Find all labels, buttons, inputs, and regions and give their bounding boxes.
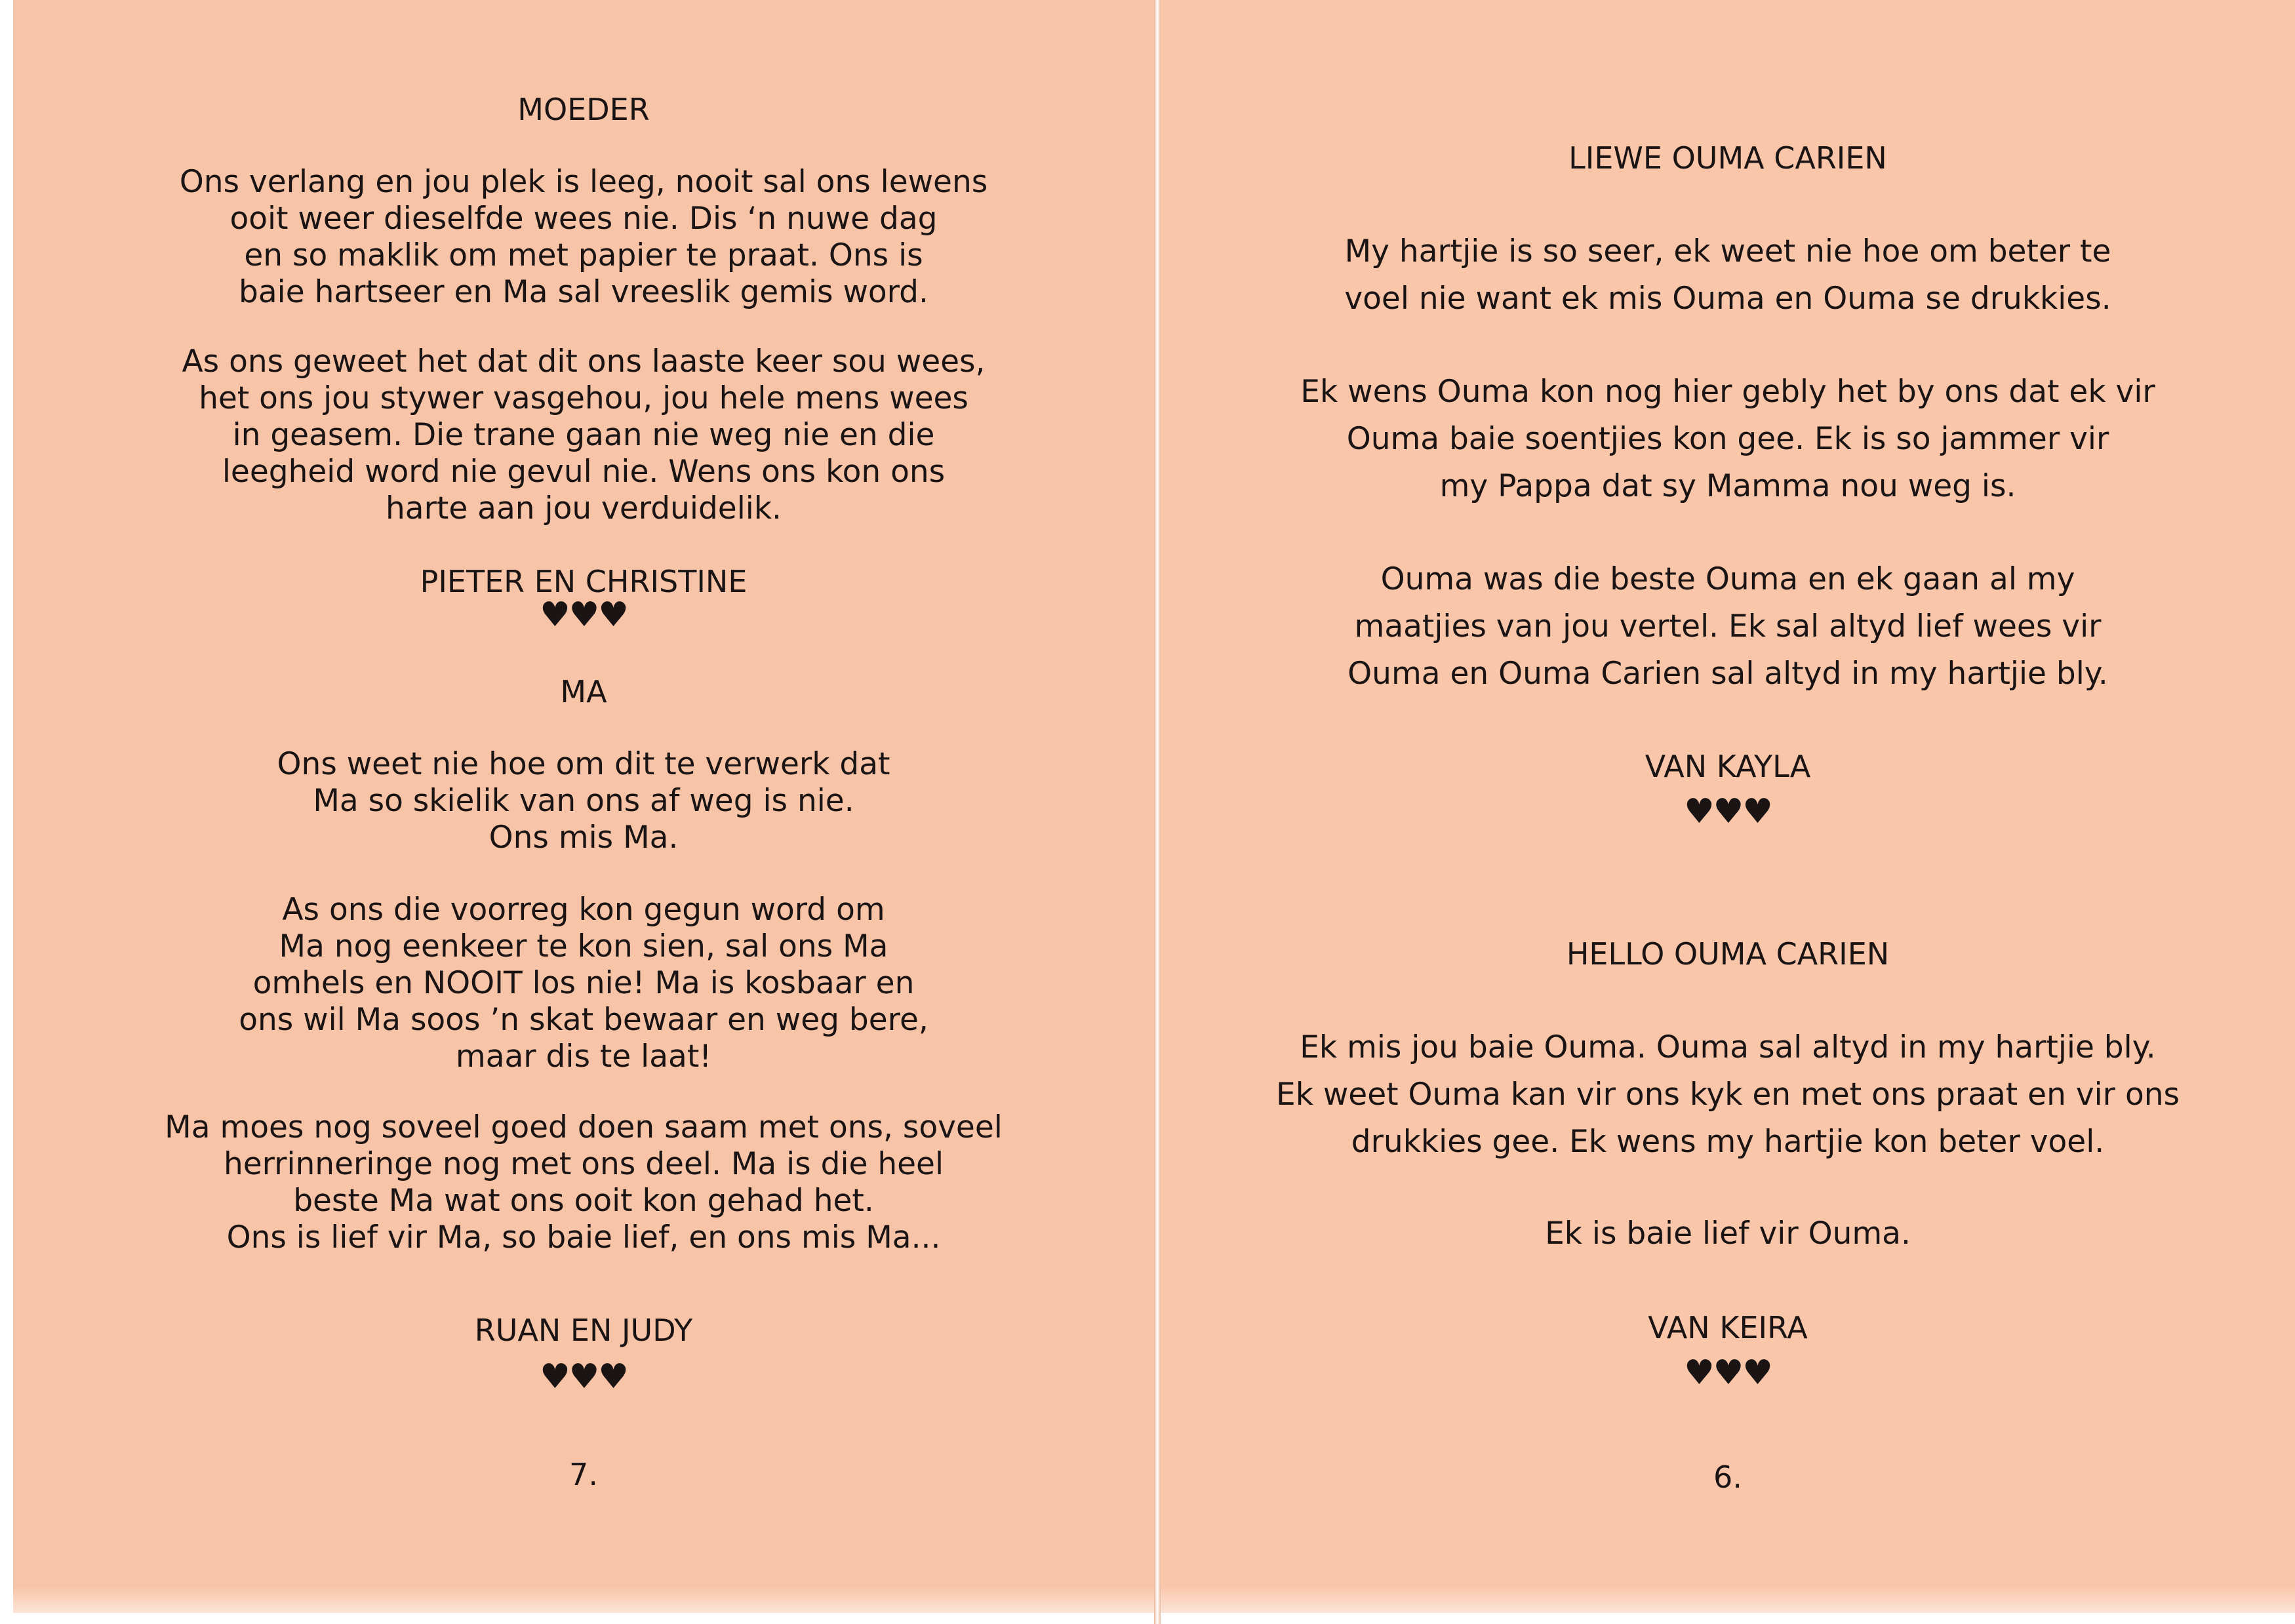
keira-signature: VAN KEIRA — [1648, 1310, 1808, 1345]
hello-paragraph-2 — [1161, 1210, 2295, 1258]
text-line: ooit weer dieselfde wees nie. Dis ‘n nuwe dag — [230, 201, 938, 237]
paper-shadow — [1161, 1587, 2295, 1613]
text-line: my Pappa dat sy Mamma nou weg is. — [1439, 468, 2016, 504]
text-line: drukkies gee. Ek wens my hartjie kon beter voel. — [1351, 1124, 2105, 1160]
text-line: Ons is lief vir Ma, so baie lief, en ons mis Ma... — [226, 1219, 941, 1256]
ma-paragraph-3 — [13, 1109, 1154, 1256]
text-line: Ouma was die beste Ouma en ek gaan al my — [1380, 561, 2075, 597]
text-line: en so maklik om met papier te praat. Ons is — [244, 237, 923, 273]
hearts-icon: ♥♥♥ — [540, 1357, 628, 1396]
paper-shadow — [13, 1587, 1154, 1613]
moeder-title: MOEDER — [517, 92, 650, 127]
text-line: in geasem. Die trane gaan nie weg nie en die — [232, 417, 935, 453]
ma-paragraph-1 — [13, 746, 1154, 856]
text-line: Ek is baie lief vir Ouma. — [1545, 1216, 1911, 1252]
page-number: 7. — [569, 1457, 598, 1492]
text-line: het ons jou stywer vasgehou, jou hele mens wees — [199, 380, 968, 416]
hello-paragraph-1 — [1161, 1024, 2295, 1166]
hello-title: HELLO OUMA CARIEN — [1566, 936, 1890, 972]
text-line: baie hartseer en Ma sal vreeslik gemis word. — [239, 274, 928, 310]
text-line: Ek mis jou baie Ouma. Ouma sal altyd in my hartjie bly. — [1300, 1029, 2156, 1065]
text-line: voel nie want ek mis Ouma en Ouma se drukkies. — [1344, 281, 2111, 317]
ma-signature: RUAN EN JUDY — [474, 1313, 693, 1348]
text-line: My hartjie is so seer, ek weet nie hoe om beter te — [1344, 233, 2111, 269]
text-line: Ek wens Ouma kon nog hier gebly het by ons dat ek vir — [1300, 374, 2155, 410]
text-line: Ons verlang en jou plek is leeg, nooit sal ons lewens — [179, 164, 988, 200]
moeder-paragraph-2 — [13, 344, 1154, 527]
text-line: Ek weet Ouma kan vir ons kyk en met ons praat en vir ons — [1276, 1077, 2180, 1113]
text-line: harte aan jou verduidelik. — [385, 490, 782, 526]
hearts-icon: ♥♥♥ — [540, 595, 628, 635]
text-line: Ma so skielik van ons af weg is nie. — [313, 783, 854, 819]
ma-title: MA — [560, 674, 607, 709]
liewe-title: LIEWE OUMA CARIEN — [1568, 140, 1887, 176]
text-line: Ma nog eenkeer te kon sien, sal ons Ma — [279, 928, 888, 964]
ma-paragraph-2 — [13, 892, 1154, 1075]
left-page — [13, 0, 1154, 1613]
text-line: maar dis te laat! — [455, 1039, 712, 1075]
text-line: Ouma baie soentjies kon gee. Ek is so jammer vir — [1346, 421, 2109, 457]
hearts-icon: ♥♥♥ — [1684, 792, 1772, 831]
text-line: As ons die voorreg kon gegun word om — [282, 892, 885, 928]
hearts-icon: ♥♥♥ — [1684, 1353, 1772, 1393]
text-line: herrinneringe nog met ons deel. Ma is die heel — [223, 1146, 944, 1182]
liewe-paragraph-2 — [1161, 368, 2295, 510]
text-line: beste Ma wat ons ooit kon gehad het. — [293, 1183, 874, 1219]
text-line: Ons weet nie hoe om dit te verwerk dat — [277, 746, 890, 782]
page-gutter — [1154, 0, 1161, 1624]
right-page — [1161, 0, 2295, 1613]
page-number: 6. — [1713, 1459, 1742, 1495]
text-line: ons wil Ma soos ’n skat bewaar en weg bere, — [239, 1002, 928, 1038]
text-line: Ouma en Ouma Carien sal altyd in my hartjie bly. — [1347, 656, 2108, 692]
text-line: Ma moes nog soveel goed doen saam met ons, soveel — [165, 1109, 1003, 1145]
moeder-paragraph-1 — [13, 164, 1154, 311]
text-line: leegheid word nie gevul nie. Wens ons kon ons — [222, 454, 946, 490]
text-line: As ons geweet het dat dit ons laaste keer sou wees, — [182, 344, 986, 380]
text-line: Ons mis Ma. — [489, 820, 679, 856]
moeder-signature: PIETER EN CHRISTINE — [420, 564, 748, 599]
text-line: maatjies van jou vertel. Ek sal altyd lief wees vir — [1354, 608, 2102, 644]
liewe-paragraph-1 — [1161, 228, 2295, 323]
liewe-paragraph-3 — [1161, 556, 2295, 698]
text-line: omhels en NOOIT los nie! Ma is kosbaar en — [252, 965, 915, 1001]
kayla-signature: VAN KAYLA — [1645, 749, 1811, 784]
